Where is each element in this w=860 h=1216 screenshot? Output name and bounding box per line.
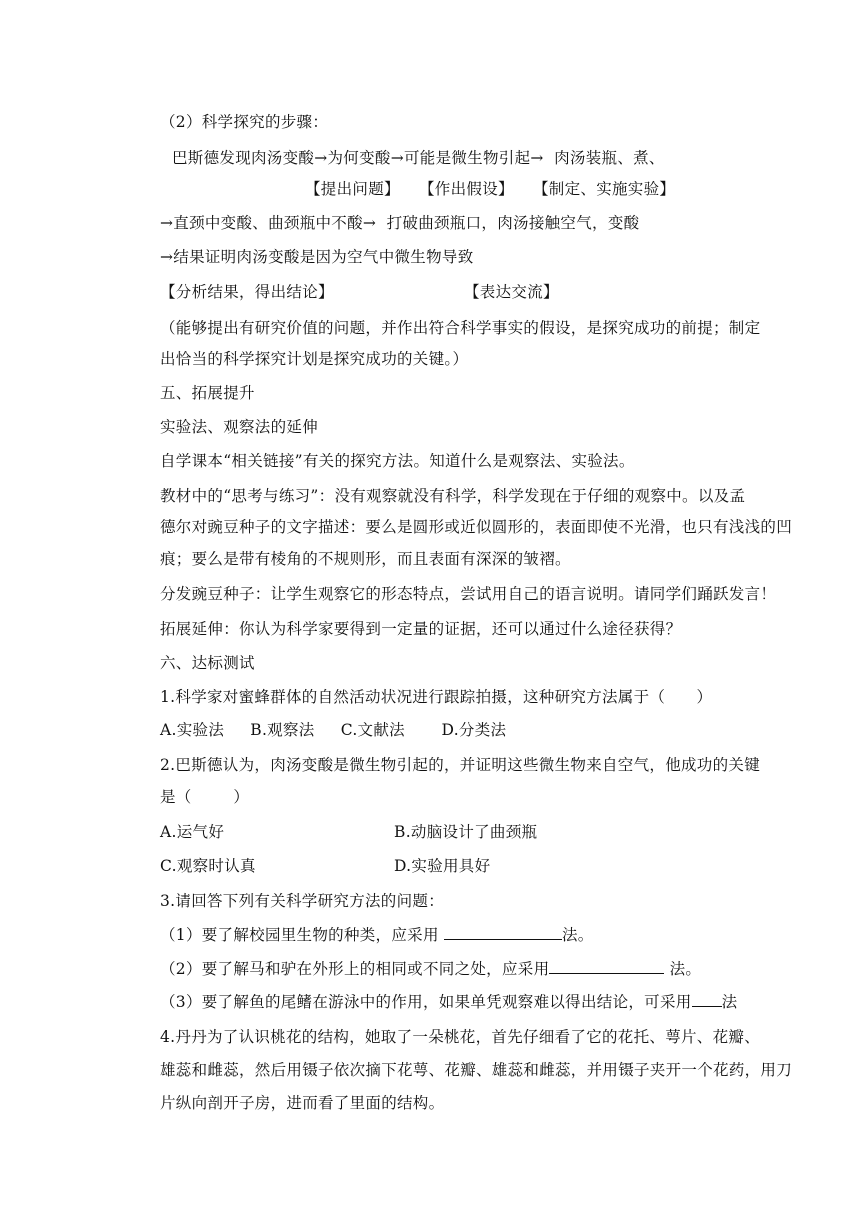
steps-heading: （2）科学探究的步骤： bbox=[160, 113, 329, 131]
note-line-2: 出恰当的科学探究计划是探究成功的关键。） bbox=[160, 350, 469, 368]
paragraph-4: 拓展延伸：你认为科学家要得到一定量的证据，还可以通过什么途径获得？ bbox=[160, 620, 682, 638]
label-hypothesis: 【作出假设】 bbox=[419, 180, 514, 198]
label-express: 【表达交流】 bbox=[464, 283, 559, 301]
answer-blank-3[interactable] bbox=[692, 992, 722, 1007]
label-analyze: 【分析结果，得出结论】 bbox=[160, 283, 334, 301]
section-six-heading: 六、达标测试 bbox=[160, 654, 255, 672]
question-3-sub-1-suffix: 法。 bbox=[562, 926, 594, 944]
question-2-option-c: C.观察时认真 bbox=[160, 857, 256, 875]
flow-line-3: →结果证明肉汤变酸是因为空气中微生物导致 bbox=[160, 248, 474, 266]
label-plan: 【制定、实施实验】 bbox=[533, 180, 676, 198]
question-2-stem-line-2: 是（ ） bbox=[160, 788, 250, 806]
question-3-sub-3-suffix: 法 bbox=[721, 993, 738, 1011]
question-3-sub-3-text: （3）要了解鱼的尾鳍在游泳中的作用，如果单凭观察难以得出结论，可采用 bbox=[160, 993, 692, 1011]
answer-blank-1[interactable] bbox=[444, 925, 562, 940]
question-2-stem-line-1: 2.巴斯德认为，肉汤变酸是微生物引起的，并证明这些微生物来自空气，他成功的关键 bbox=[160, 756, 760, 774]
note-line-1: （能够提出有研究价值的问题，并作出符合科学事实的假设，是探究成功的前提；制定 bbox=[160, 319, 761, 337]
question-2-option-a: A.运气好 bbox=[160, 823, 225, 841]
flow-line-2: →直颈中变酸、曲颈瓶中不酸→ 打破曲颈瓶口，肉汤接触空气，变酸 bbox=[160, 214, 640, 232]
question-4-line-1: 4.丹丹为了认识桃花的结构，她取了一朵桃花，首先仔细看了它的花托、萼片、花瓣、 bbox=[160, 1028, 760, 1046]
question-3-sub-3 bbox=[160, 992, 737, 1012]
paragraph-3: 分发豌豆种子：让学生观察它的形态特点，尝试用自己的语言说明。请同学们踊跃发言！ bbox=[160, 585, 777, 603]
question-2-option-b: B.动脑设计了曲颈瓶 bbox=[394, 823, 538, 841]
question-3-sub-1 bbox=[160, 925, 594, 945]
paragraph-1: 自学课本“相关链接”有关的探究方法。知道什么是观察法、实验法。 bbox=[160, 452, 635, 470]
section-five-heading: 五、拓展提升 bbox=[160, 384, 255, 402]
question-3-sub-2 bbox=[160, 959, 701, 979]
label-propose: 【提出问题】 bbox=[305, 180, 400, 198]
question-4-line-3: 片纵向剖开子房，进而看了里面的结构。 bbox=[160, 1094, 445, 1112]
question-1-stem: 1.科学家对蜜蜂群体的自然活动状况进行跟踪拍摄，这种研究方法属于（ ） bbox=[160, 688, 713, 706]
question-4-line-2: 雄蕊和雌蕊，然后用镊子依次摘下花萼、花瓣、雄蕊和雌蕊，并用镊子夹开一个花药，用刀 bbox=[160, 1061, 793, 1079]
question-3-sub-1-text: （1）要了解校园里生物的种类，应采用 bbox=[160, 926, 444, 944]
section-five-subheading: 实验法、观察法的延伸 bbox=[160, 418, 319, 436]
question-2-option-d: D.实验用具好 bbox=[394, 857, 491, 875]
question-3-stem: 3.请回答下列有关科学研究方法的问题： bbox=[160, 892, 444, 910]
question-3-sub-2-text: （2）要了解马和驴在外形上的相同或不同之处，应采用 bbox=[160, 960, 550, 978]
answer-blank-2[interactable] bbox=[549, 959, 664, 974]
paragraph-2-line-3: 痕；要么是带有棱角的不规则形，而且表面有深深的皱褶。 bbox=[160, 550, 571, 568]
paragraph-2-line-1: 教材中的“思考与练习”：没有观察就没有科学，科学发现在于仔细的观察中。以及孟 bbox=[160, 487, 746, 505]
question-1-options: A.实验法 B.观察法 C.文献法 D.分类法 bbox=[160, 721, 507, 739]
question-3-sub-2-suffix: 法。 bbox=[664, 960, 702, 978]
flow-line-1: 巴斯德发现肉汤变酸→为何变酸→可能是微生物引起→ 肉汤装瓶、煮、 bbox=[172, 149, 665, 167]
paragraph-2-line-2: 德尔对豌豆种子的文字描述：要么是圆形或近似圆形的，表面即使不光滑，也只有浅浅的凹 bbox=[160, 518, 793, 536]
